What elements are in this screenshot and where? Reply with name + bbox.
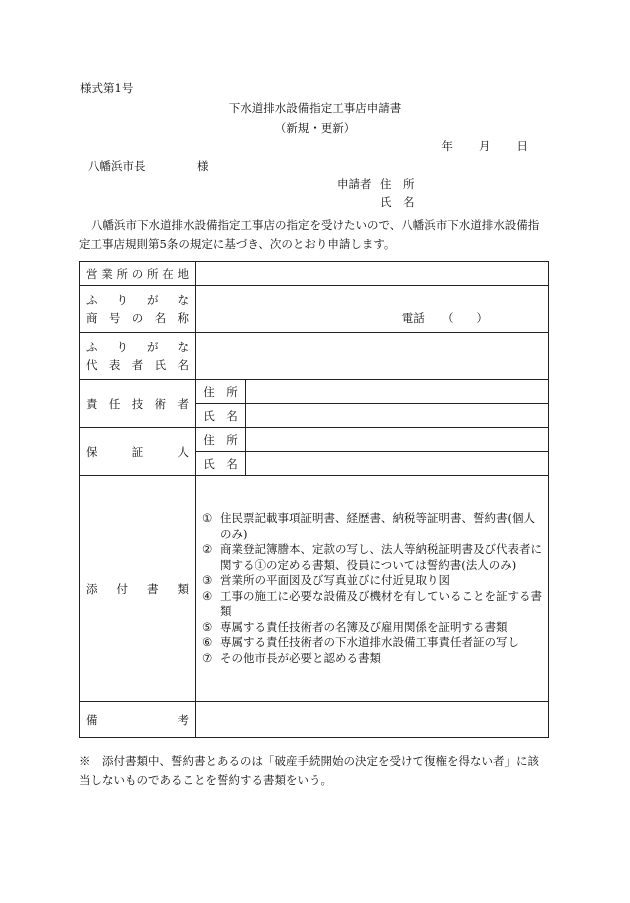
trade-name-label [80, 286, 196, 333]
date-day: 日 [516, 139, 528, 153]
body-text: 八幡浜市下水道排水設備指定工事店の指定を受けたいので、八幡浜市下水道排水設備指定工事店規則第5条の規定に基づき、次のとおり申請します。 [79, 218, 540, 251]
engineer-address-label: 住 所 [196, 380, 246, 404]
date-year: 年 [441, 139, 453, 153]
engineer-address-field[interactable] [246, 380, 549, 404]
addressee: 八幡浜市長 [88, 159, 146, 173]
attachment-item: ⑥ 専属する責任技術者の下水道排水設備工事責任者証の写し [202, 635, 519, 649]
applicant-address-label: 住 所 [380, 177, 415, 191]
attachment-item: ④ 工事の施工に必要な設備及び機材を有していることを証する書類 [202, 588, 542, 618]
remarks-label: 備考 [80, 702, 196, 738]
attachment-item: ② 商業登記簿謄本、定款の写し、法人等納税証明書及び代表者に関する①の定める書類、役員については誓約書(法人のみ) [202, 542, 542, 572]
document-title: 下水道排水設備指定工事店申請書 [228, 101, 402, 115]
trade-name-text: 商号の名称 [86, 311, 189, 325]
engineer-name-label: 氏 名 [196, 404, 246, 428]
attachment-item: ⑦ その他市長が必要と認める書類 [202, 650, 381, 665]
rep-name-label [80, 333, 196, 380]
engineer-label: 責任技術者 [80, 380, 196, 428]
trade-name-field[interactable] [196, 286, 549, 333]
attachment-item: ① 住民票記載事項証明書、経歴書、納税等証明書、誓約書(個人のみ) [202, 511, 535, 541]
attachments-label: 添付書類 [80, 476, 196, 702]
rep-name-field[interactable] [196, 333, 549, 380]
engineer-name-field[interactable] [246, 404, 549, 428]
attachment-item: ⑤ 専属する責任技術者の名簿及び雇用関係を証明する書類 [202, 619, 508, 634]
guarantor-address-field[interactable] [246, 428, 549, 452]
applicant-label: 申請者 [337, 177, 372, 191]
guarantor-address-label: 住 所 [196, 428, 246, 452]
attachment-item: ③ 営業所の平面図及び写真並びに付近見取り図 [202, 573, 450, 587]
date-line [442, 138, 529, 154]
guarantor-label: 保証人 [80, 428, 196, 476]
office-location-field[interactable] [196, 262, 549, 286]
rep-furigana: ふ り が な [86, 340, 189, 354]
trade-name-furigana: ふ り が な [86, 293, 189, 307]
rep-name-text: 代表者氏名 [86, 358, 189, 372]
applicant-name-label: 氏 名 [380, 195, 415, 209]
application-table [79, 261, 549, 738]
guarantor-name-label: 氏 名 [196, 452, 246, 476]
attachments-list [196, 476, 549, 702]
guarantor-name-field[interactable] [246, 452, 549, 476]
form-number: 様式第1号 [80, 81, 134, 95]
date-month: 月 [479, 139, 491, 153]
phone-label: 電話 （ ） [401, 311, 488, 325]
footnote: ※ 添付書類中、誓約書とあるのは「破産手続開始の決定を受けて復権を得ない者」に該当しないものであることを誓約する書類をいう。 [79, 754, 539, 787]
office-location-label: 営業所の所在地 [80, 262, 196, 286]
addressee-honorific: 様 [197, 159, 209, 173]
document-subtitle: （新規・更新） [274, 121, 356, 135]
remarks-field[interactable] [196, 702, 549, 738]
